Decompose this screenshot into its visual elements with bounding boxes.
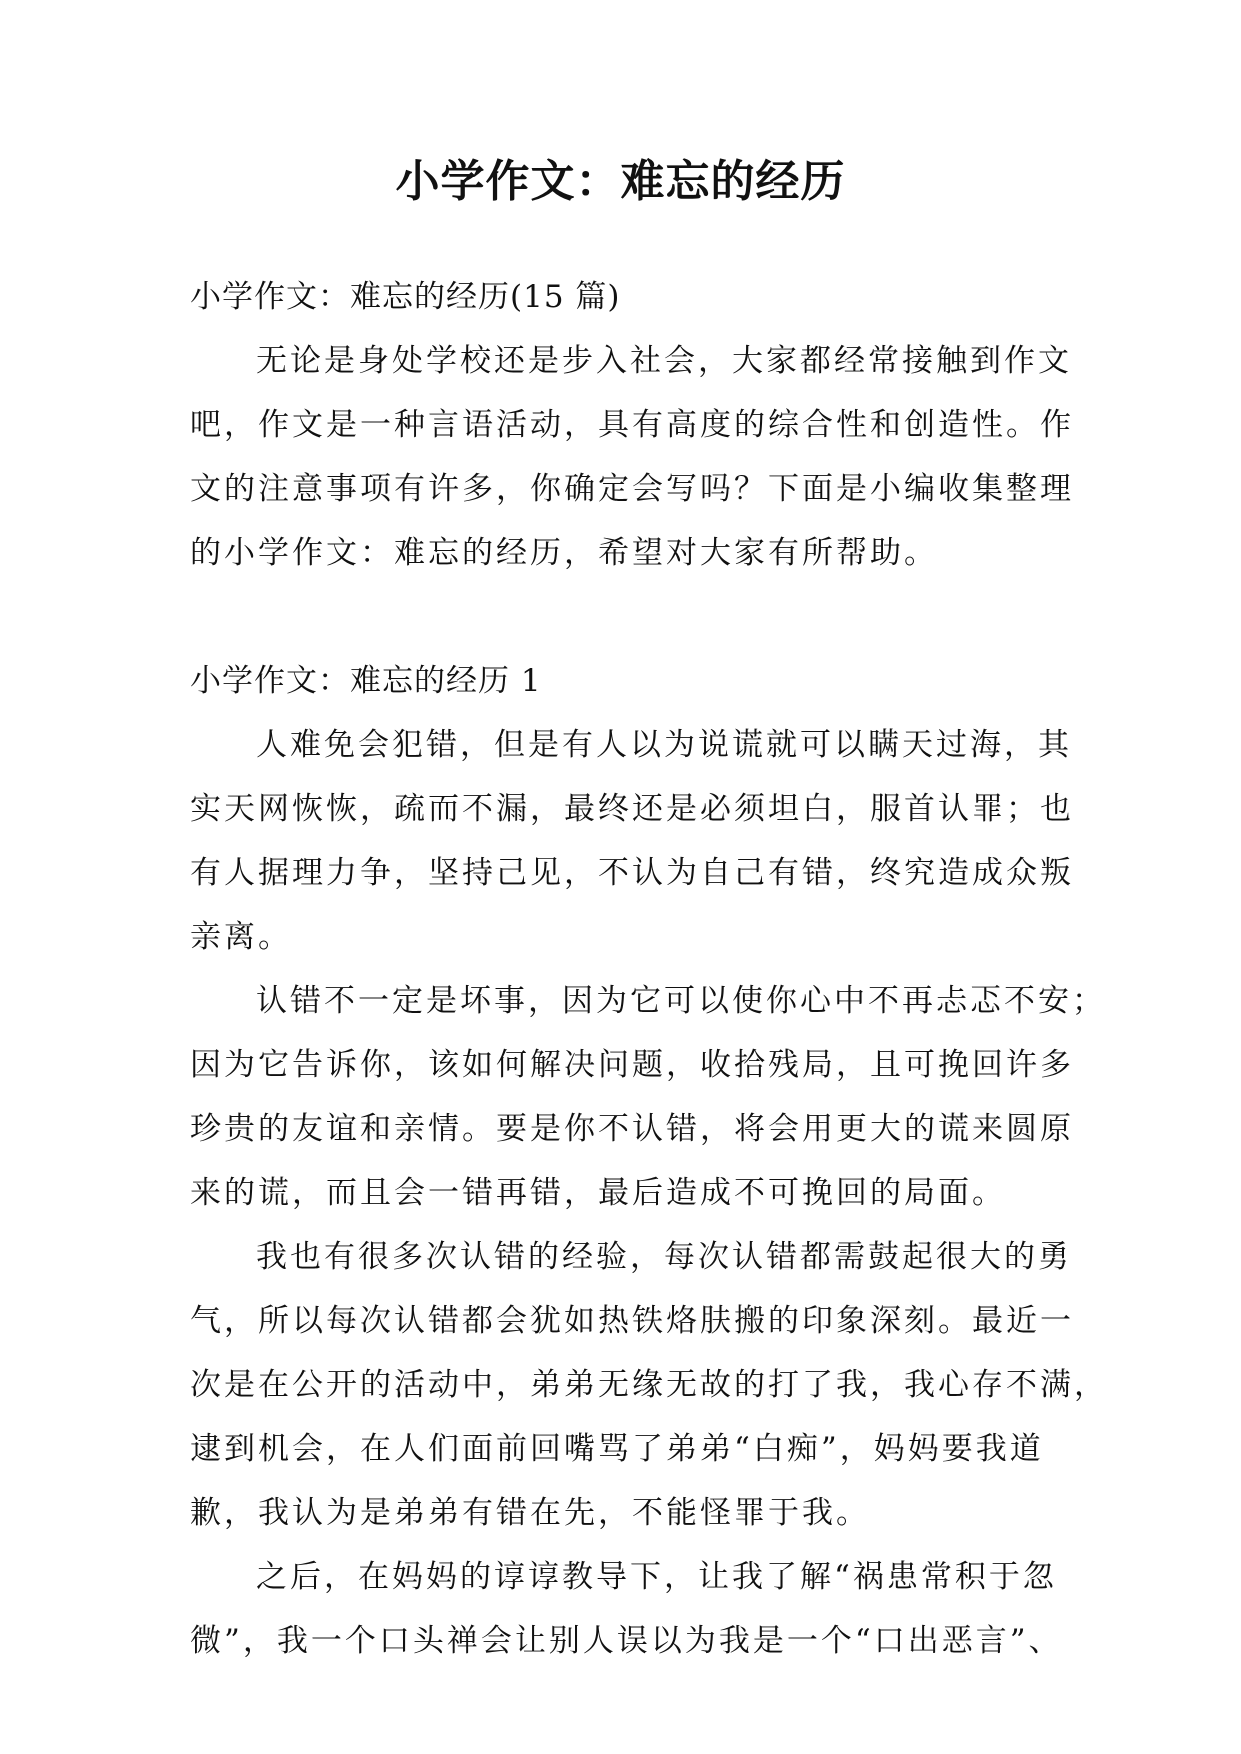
body-paragraph-1 <box>190 713 1074 969</box>
text-line: 认错不一定是坏事，因为它可以使你心中不再忐忑不安； <box>256 983 1106 1019</box>
text-line: 文的注意事项有许多，你确定会写吗？下面是小编收集整理 <box>190 471 1074 507</box>
text-line: 吧，作文是一种言语活动，具有高度的综合性和创造性。作 <box>190 407 1074 443</box>
text-line: 实天网恢恢，疏而不漏，最终还是必须坦白，服首认罪；也 <box>190 791 1074 827</box>
text-line: 无论是身处学校还是步入社会，大家都经常接触到作文 <box>256 343 1072 379</box>
text-line: 次是在公开的活动中，弟弟无缘无故的打了我，我心存不满， <box>190 1367 1108 1403</box>
document-subtitle: 小学作文：难忘的经历(15 篇) <box>190 279 621 315</box>
text-line: 珍贵的友谊和亲情。要是你不认错，将会用更大的谎来圆原 <box>190 1111 1074 1147</box>
text-line: 有人据理力争，坚持己见，不认为自己有错，终究造成众叛 <box>190 855 1074 891</box>
document-body <box>190 265 1108 1673</box>
text-line: 逮到机会，在人们面前回嘴骂了弟弟“白痴”，妈妈要我道 <box>190 1431 1044 1467</box>
text-line: 之后，在妈妈的谆谆教导下，让我了解“祸患常积于忽 <box>256 1559 1057 1595</box>
text-line: 亲离。 <box>190 919 292 955</box>
text-line: 我也有很多次认错的经验，每次认错都需鼓起很大的勇 <box>256 1239 1072 1275</box>
document-title: 小学作文：难忘的经历 <box>395 156 846 207</box>
text-line: 因为它告诉你，该如何解决问题，收拾残局，且可挽回许多 <box>190 1047 1074 1083</box>
blank-line <box>190 585 1068 649</box>
body-paragraph-3 <box>190 1225 1108 1545</box>
body-paragraph-2 <box>190 969 1106 1225</box>
text-line: 来的谎，而且会一错再错，最后造成不可挽回的局面。 <box>190 1175 1006 1211</box>
text-line: 的小学作文：难忘的经历，希望对大家有所帮助。 <box>190 535 938 571</box>
text-line: 歉，我认为是弟弟有错在先，不能怪罪于我。 <box>190 1495 870 1531</box>
intro-paragraph <box>190 329 1074 585</box>
body-paragraph-4 <box>190 1545 1068 1673</box>
text-line: 气，所以每次认错都会犹如热铁烙肤搬的印象深刻。最近一 <box>190 1303 1074 1339</box>
text-line: 人难免会犯错，但是有人以为说谎就可以瞒天过海，其 <box>256 727 1072 763</box>
section-heading: 小学作文：难忘的经历 1 <box>190 663 542 699</box>
text-line: 微”，我一个口头禅会让别人误以为我是一个“口出恶言”、 <box>190 1623 1063 1659</box>
